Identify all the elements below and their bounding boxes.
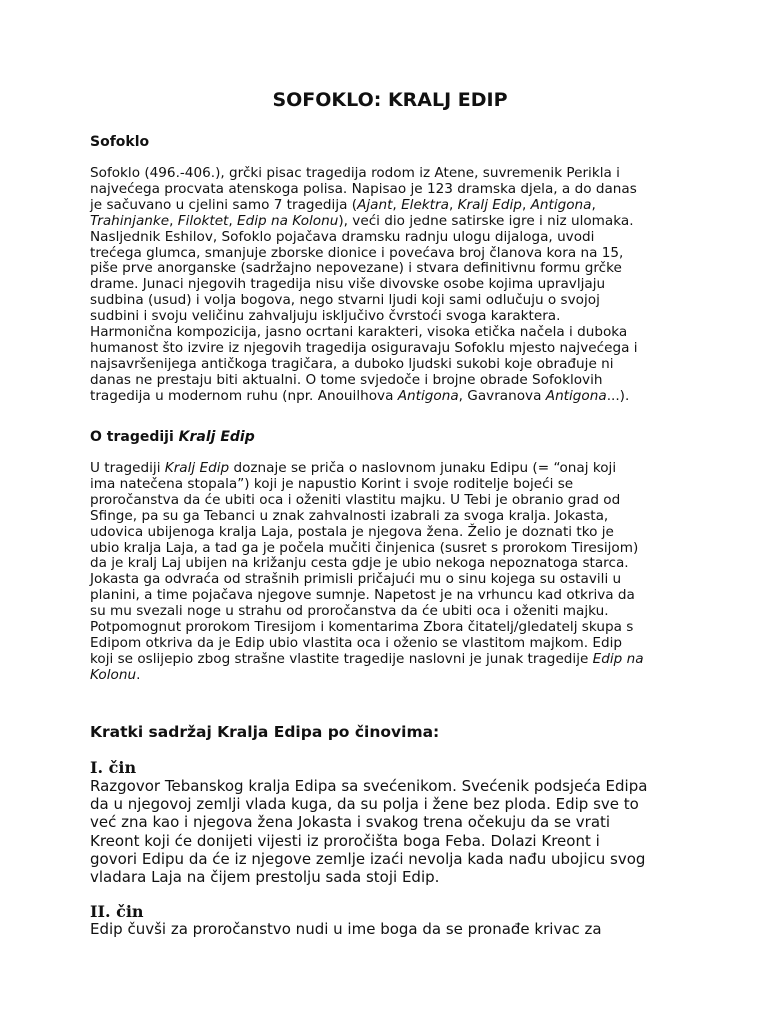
text-run: , Gavranova: [458, 387, 546, 404]
text-line: [90, 246, 682, 262]
text-run: Nasljednik Eshilov, Sofoklo pojačava dramsku radnju ulogu dijaloga, uvodi: [90, 228, 595, 245]
text-line: [90, 261, 682, 277]
text-run: ,: [228, 212, 238, 229]
text-line: da u njegovoj zemlji vlada kuga, da su polja i žene bez ploda. Edip sve to: [90, 795, 639, 814]
text-run: su mu svezali noge u strahu od proročanstva da će ubiti oca i oženiti majku.: [90, 603, 609, 620]
text-run: najsavršenijega antičkoga tragičara, a duboko ljudski sukobi koje obrađuje ni: [90, 355, 614, 372]
text-line: [90, 509, 682, 525]
text-line: [90, 198, 682, 214]
text-run: .: [136, 666, 141, 683]
paragraph-o-tragediji: [90, 461, 682, 684]
text-line: [90, 604, 682, 620]
text-run: doznaje se priča o naslovnom junaku Edipu (= “onaj koji: [229, 460, 617, 476]
text-line: [90, 556, 682, 572]
text-run: udovica ubijenoga kralja Laja, postala je njegova žena. Želio je doznati tko je: [90, 523, 614, 540]
text-run: proročanstva da će ubiti oca i oženiti vlastitu majku. U Tebi je obranio grad od: [90, 491, 621, 508]
section-heading-kratki-sadrzaj: Kratki sadržaj Kralja Edipa po činovima:: [90, 723, 440, 741]
text-line: već zna kao i njegova žena Jokasta i svakog trena očekuju da se vrati: [90, 813, 611, 832]
text-line: [90, 477, 682, 493]
text-run: najvećega procvata atenskoga polisa. Napisao je 123 dramska djela, a do danas: [90, 180, 637, 197]
italic-text: Ajant: [357, 196, 393, 213]
text-line: govori Edipu da će iz njegove zemlje izaći nevolja kada nađu ubojicu svog: [90, 849, 646, 868]
italic-text: Filoktet: [177, 212, 229, 229]
section-heading-sofoklo: Sofoklo: [90, 134, 150, 150]
text-run: tragedija u modernom ruhu (npr. Anouilhova: [90, 387, 398, 404]
italic-text: Kralj Edip: [457, 196, 522, 213]
text-run: O tragediji: [90, 429, 179, 445]
text-run: koji se oslijepio zbog strašne vlastite tragedije naslovni je junak tragedije: [90, 650, 593, 667]
paragraph-act-2: [90, 920, 690, 938]
italic-text: Kolonu: [90, 666, 137, 683]
text-line: [90, 636, 682, 652]
text-line: [90, 357, 682, 373]
text-run: Sofoklo (496.-406.), grčki pisac tragedija rodom iz Atene, suvremenik Perikla i: [90, 165, 620, 181]
text-run: ubio kralja Laja, a tad ga je počela mučiti činjenica (susret s prorokom Tiresijom): [90, 539, 639, 556]
text-line: [90, 182, 682, 198]
text-run: ,: [392, 196, 402, 213]
text-line: [90, 309, 682, 325]
act-heading-2: II. čin: [90, 902, 144, 921]
text-line: Razgovor Tebanskog kralja Edipa sa svećenikom. Svećenik podsjeća Edipa: [90, 777, 648, 795]
text-run: ,: [521, 196, 531, 213]
text-run: sudbini i svoju veličinu zahvaljuju isključivo čvrstoći svoga karaktera.: [90, 308, 561, 325]
text-line: [90, 389, 682, 405]
italic-text: Antigona: [397, 387, 459, 404]
text-run: ,: [169, 212, 178, 229]
text-run: Potpomognut prorokom Tiresijom i komentarima Zbora čitatelj/gledatelj skupa s: [90, 619, 634, 636]
italic-text: Trahinjanke: [90, 212, 170, 229]
text-line: Kreont koji će donijeti vijesti iz proročišta boga Feba. Dolazi Kreont i: [90, 831, 600, 850]
text-run: ima natečena stopala”) koji je napustio Korint i svoje roditelje bojeći se: [90, 475, 574, 492]
text-line: [90, 230, 682, 246]
text-line: [90, 588, 682, 604]
text-line: [90, 620, 682, 636]
text-run: Edipom otkriva da je Edip ubio vlastita oca i oženio se vlastitom majkom. Edip: [90, 634, 623, 651]
text-run: drame. Junaci njegovih tragedija nisu više divovske osobe kojima upravljaju: [90, 276, 606, 293]
text-run: je sačuvano u cjelini samo 7 tragedija (: [90, 196, 358, 213]
text-run: ,: [591, 196, 596, 213]
text-line: vladara Laja na čijem prestolju sada stoji Edip.: [90, 868, 440, 887]
text-run: Sfinge, pa su ga Tebanci u znak zahvalnosti izabrali za svoga kralja. Jokasta,: [90, 507, 609, 524]
text-line: [90, 341, 682, 357]
text-run: sudbina (usud) i volja bogova, nego stvarni ljudi koji sami odlučuju o svojoj: [90, 292, 600, 309]
text-run: Jokasta ga odvraća od strašnih primisli pričajući mu o sinu kojega su ostavili u: [90, 571, 622, 588]
italic-text: Kralj Edip: [178, 429, 255, 445]
text-line: [90, 293, 682, 309]
text-run: Harmonična kompozicija, jasno ocrtani karakteri, visoka etička načela i duboka: [90, 324, 628, 341]
paragraph-act-1: [90, 777, 690, 886]
section-heading-o-tragediji: [90, 428, 255, 446]
document-title: SOFOKLO: KRALJ EDIP: [272, 89, 508, 111]
text-run: U tragediji: [90, 460, 165, 476]
text-line: [90, 166, 682, 182]
text-line: Edip čuvši za proročanstvo nudi u ime boga da se pronađe krivac za: [90, 920, 602, 938]
text-line: [90, 373, 682, 389]
italic-text: Elektra: [401, 196, 449, 213]
text-run: ...).: [606, 387, 630, 404]
italic-text: Edip na Kolonu: [237, 212, 339, 229]
text-line: [90, 572, 682, 588]
text-line: [90, 214, 682, 230]
text-line: [90, 668, 682, 684]
text-run: planini, a time pojačava njegove sumnje. Napetost je na vrhuncu kad otkriva da: [90, 587, 635, 604]
text-line: [90, 525, 682, 541]
text-line: [90, 652, 682, 668]
text-line: [90, 461, 682, 477]
text-run: danas ne prestaju biti aktualni. O tome svjedoče i brojne obrade Sofoklovih: [90, 371, 603, 388]
act-heading-1: I. čin: [90, 758, 137, 777]
text-line: [90, 277, 682, 293]
text-run: piše prve anorganske (sadržajno nepovezane) i stvara definitivnu formu grčke: [90, 260, 622, 277]
text-line: [90, 493, 682, 509]
text-run: ), veći dio jedne satirske igre i niz ulomaka.: [338, 212, 634, 229]
text-line: [90, 325, 682, 341]
text-run: ,: [448, 196, 458, 213]
italic-text: Antigona: [530, 196, 592, 213]
italic-text: Edip na: [592, 650, 644, 667]
text-run: da je kralj Laj ubijen na križanju cesta gdje je ubio nekoga nepoznatoga starca.: [90, 555, 629, 572]
paragraph-sofoklo: [90, 166, 682, 405]
italic-text: Kralj Edip: [164, 460, 230, 476]
italic-text: Antigona: [545, 387, 607, 404]
text-line: [90, 541, 682, 557]
text-run: humanost što izvire iz njegovih tragedija osiguravaju Sofoklu mjesto najvećega i: [90, 339, 638, 356]
text-run: trećega glumca, smanjuje zborske dionice i povećava broj članova kora na 15,: [90, 244, 624, 261]
